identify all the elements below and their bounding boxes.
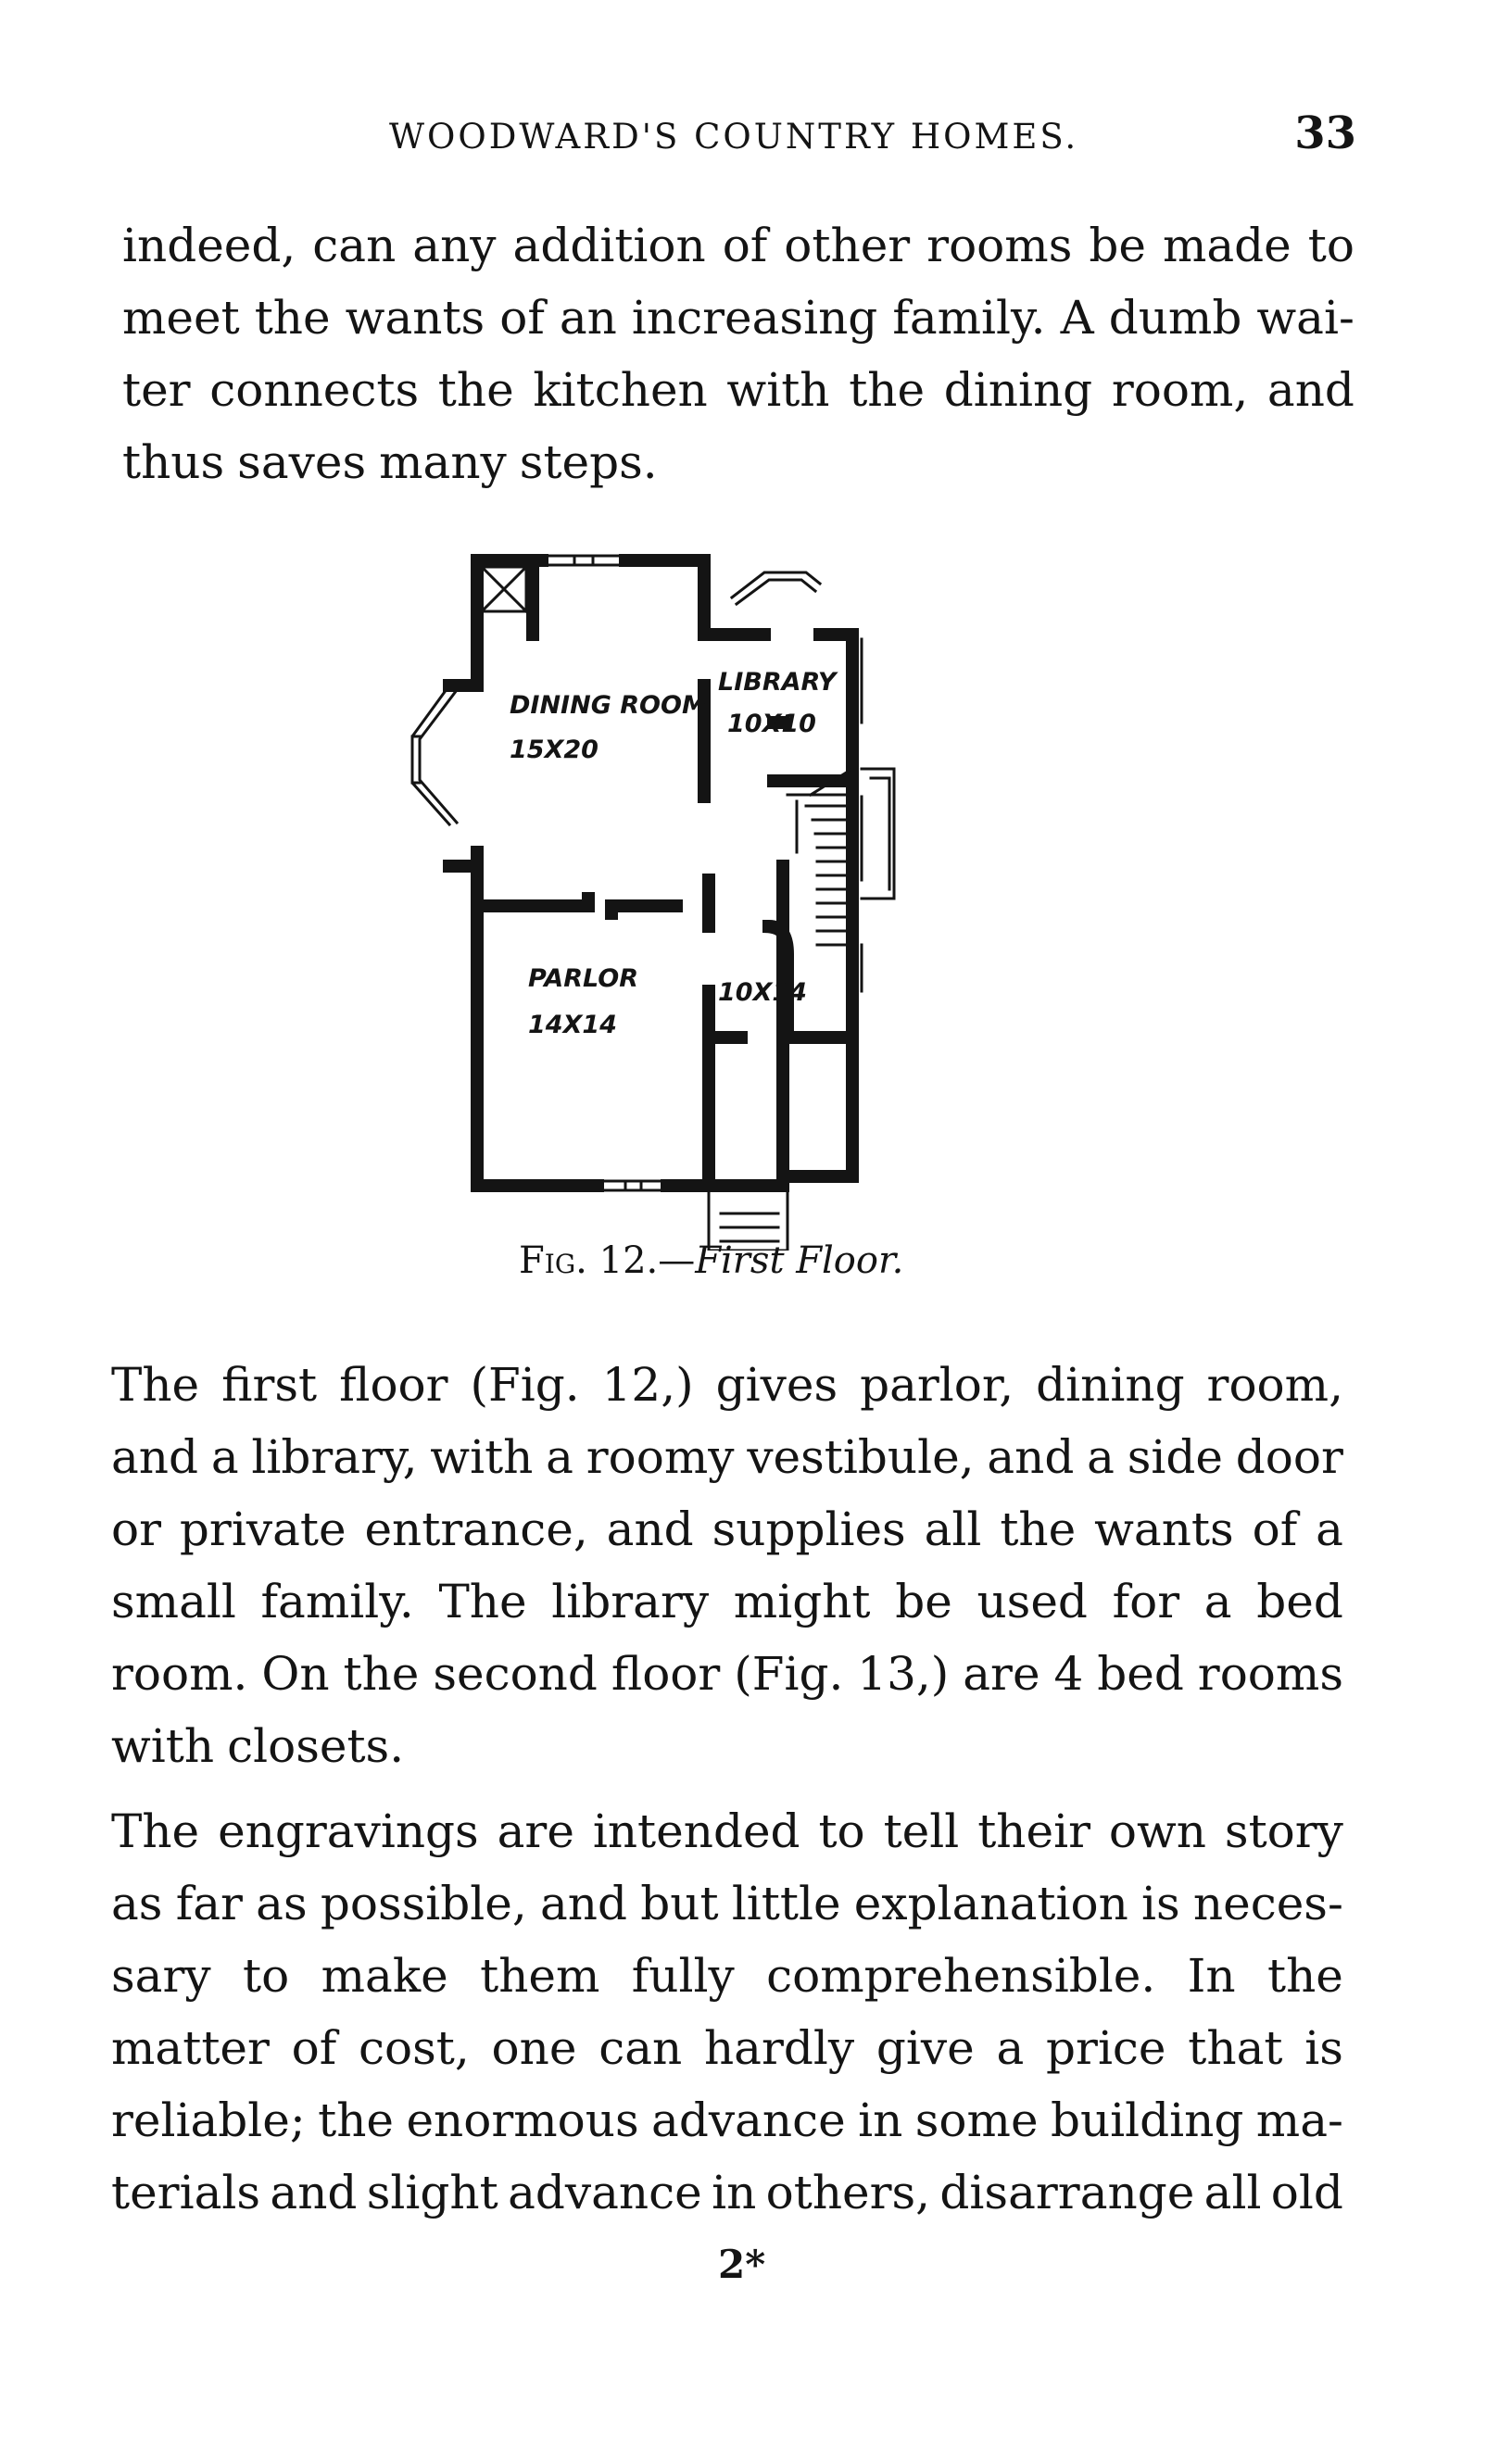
paragraph-1 xyxy=(122,209,1354,498)
paragraph-3 xyxy=(111,1795,1343,2229)
text-line: with closets. xyxy=(111,1719,405,1773)
floor-plan-figure xyxy=(398,547,1065,1251)
text-line: meet the wants of an increasing family. A dumb wai- xyxy=(122,291,1354,345)
text-line: ter connects the kitchen with the dining room, and xyxy=(122,363,1354,417)
caption-prefix: Fig. xyxy=(519,1239,587,1282)
parlor-size: 14X14 xyxy=(528,1011,617,1039)
text-line: thus saves many steps. xyxy=(122,435,658,489)
hall-size: 10X14 xyxy=(718,978,807,1007)
dining-room-size: 15X20 xyxy=(510,735,598,764)
text-line: The first floor (Fig. 12,) gives parlor, dining room, xyxy=(111,1358,1343,1412)
text-line: sary to make them fully comprehensible. In the xyxy=(111,1949,1343,2003)
text-line: and a library, with a roomy vestibule, and a side door xyxy=(111,1430,1343,1484)
text-line: as far as possible, and but little explanation is neces- xyxy=(111,1877,1343,1930)
library-size: 10X10 xyxy=(727,710,816,738)
figure-caption xyxy=(519,1239,903,1282)
caption-title: First Floor. xyxy=(695,1239,904,1282)
running-title: WOODWARD'S COUNTRY HOMES. xyxy=(389,117,1079,157)
library-label: LIBRARY xyxy=(718,668,837,697)
dining-room-label: DINING ROOM xyxy=(510,691,707,720)
text-line: matter of cost, one can hardly give a price that is xyxy=(111,2021,1343,2075)
caption-number: 12.— xyxy=(598,1239,696,1282)
signature-mark: 2* xyxy=(718,2242,766,2287)
text-line: reliable; the enormous advance in some building ma- xyxy=(111,2093,1343,2147)
text-line: small family. The library might be used for a bed xyxy=(111,1575,1343,1628)
text-line: The engravings are intended to tell their own story xyxy=(111,1804,1343,1858)
paragraph-2 xyxy=(111,1349,1343,1782)
text-line: terials and slight advance in others, disarrange all old xyxy=(111,2166,1343,2219)
text-line: room. On the second floor (Fig. 13,) are 4 bed rooms xyxy=(111,1647,1343,1701)
parlor-label: PARLOR xyxy=(528,964,638,993)
text-line: or private entrance, and supplies all the wants of a xyxy=(111,1502,1343,1556)
text-line: indeed, can any addition of other rooms be made to xyxy=(122,219,1354,272)
page-number: 33 xyxy=(1294,107,1356,159)
